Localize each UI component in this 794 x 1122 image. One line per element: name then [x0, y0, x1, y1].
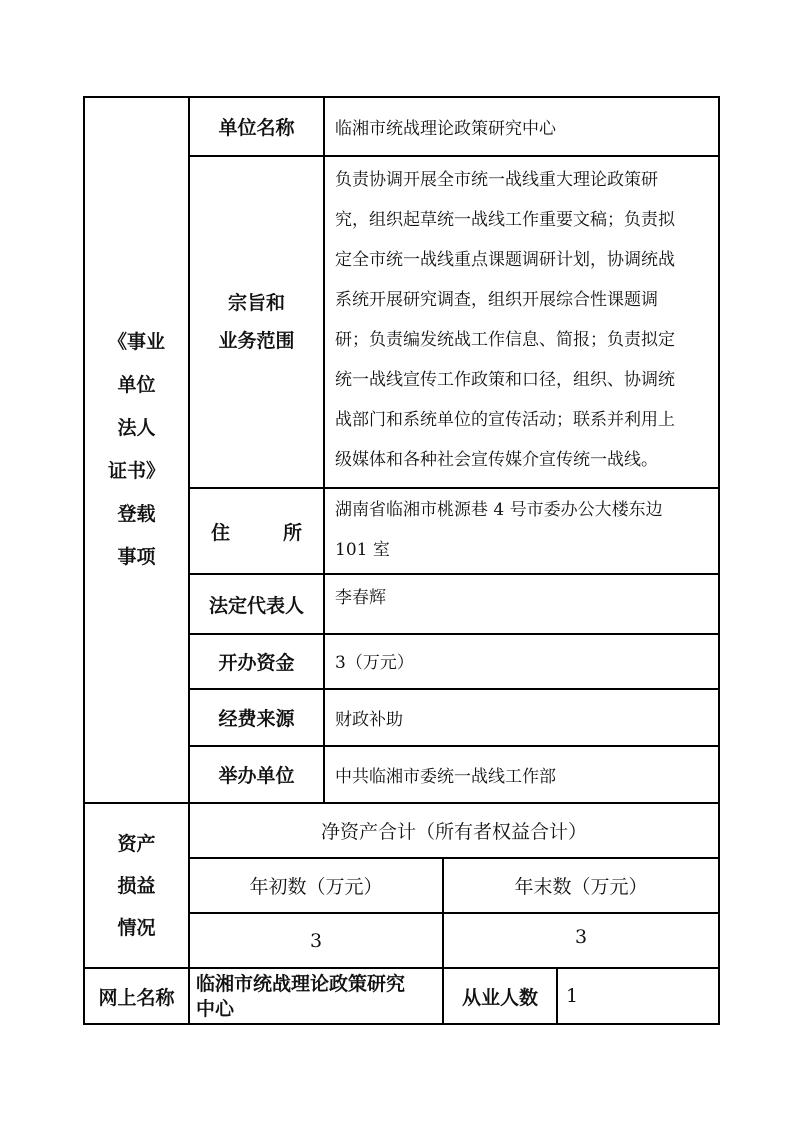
purpose-value	[335, 160, 715, 485]
table-border-bottom	[83, 1023, 720, 1025]
purpose-value-line: 战部门和系统单位的宣传活动；联系并利用上	[335, 410, 675, 430]
online-name-label: 网上名称	[98, 986, 175, 1009]
purpose-label-line: 业务范围	[218, 330, 295, 352]
capital-label: 开办资金	[218, 652, 295, 674]
net-assets-header: 净资产合计（所有者权益合计）	[320, 821, 587, 843]
address-value	[335, 490, 715, 572]
purpose-value-line: 定全市统一战线重点课题调研计划，协调统战	[335, 250, 675, 270]
purpose-value-line: 统一战线宣传工作政策和口径，组织、协调统	[335, 370, 675, 390]
column-divider	[323, 96, 325, 804]
assets-label-line: 损益	[117, 874, 156, 897]
begin-year-header: 年初数（万元）	[249, 876, 383, 898]
assets-label-line: 资产	[117, 832, 156, 855]
address-label: 住 所	[211, 521, 302, 544]
certificate-items-label-line: 单位	[117, 374, 156, 396]
purpose-value-line: 级媒体和各种社会宣传媒介宣传统一战线。	[335, 450, 658, 470]
funding-value: 财政补助	[335, 710, 403, 730]
certificate-items-label-line: 证书》	[107, 460, 165, 482]
purpose-value-line: 究，组织起草统一战线工作重要文稿；负责拟	[335, 210, 675, 230]
assets-label	[85, 804, 188, 967]
purpose-value-line: 研；负责编发统战工作信息、简报；负责拟定	[335, 330, 675, 350]
capital-value: 3（万元）	[335, 653, 414, 673]
column-divider	[556, 967, 558, 1025]
funding-label: 经费来源	[218, 708, 295, 730]
online-name-value	[196, 972, 442, 1022]
online-name-line: 中心	[196, 998, 235, 1020]
certificate-items-label-text	[108, 321, 165, 579]
purpose-label-text	[218, 284, 294, 360]
unit-name-value: 临湘市统战理论政策研究中心	[335, 119, 556, 139]
begin-year-value: 3	[309, 929, 323, 952]
sponsor-label: 举办单位	[218, 765, 295, 787]
purpose-value-line: 负责协调开展全市统一战线重大理论政策研	[335, 170, 658, 190]
certificate-items-label-line: 登载	[117, 503, 156, 525]
purpose-value-line: 系统开展研究调查，组织开展综合性课题调	[335, 290, 658, 310]
purpose-label-line: 宗旨和	[227, 292, 285, 314]
legal-rep-value: 李春辉	[335, 588, 386, 608]
certificate-items-label-line: 事项	[117, 546, 156, 568]
staff-count-value: 1	[566, 985, 579, 1007]
certificate-items-label-line: 《事业	[107, 331, 165, 353]
table-border-right	[718, 96, 720, 1025]
legal-rep-label: 法定代表人	[208, 594, 304, 617]
certificate-items-label-line: 法人	[117, 417, 156, 439]
sponsor-value: 中共临湘市委统一战线工作部	[335, 767, 556, 787]
address-value-line: 101 室	[335, 540, 390, 560]
assets-label-text	[117, 823, 155, 949]
end-year-value: 3	[574, 925, 588, 948]
certificate-items-label	[85, 98, 188, 802]
assets-label-line: 情况	[117, 916, 156, 939]
purpose-label	[190, 157, 323, 487]
staff-count-label: 从业人数	[461, 986, 538, 1009]
address-value-line: 湖南省临湘市桃源巷 4 号市委办公大楼东边	[335, 500, 663, 520]
end-year-header: 年末数（万元）	[514, 876, 648, 898]
unit-name-label: 单位名称	[218, 117, 295, 139]
online-name-line: 临湘市统战理论政策研究	[196, 973, 406, 995]
